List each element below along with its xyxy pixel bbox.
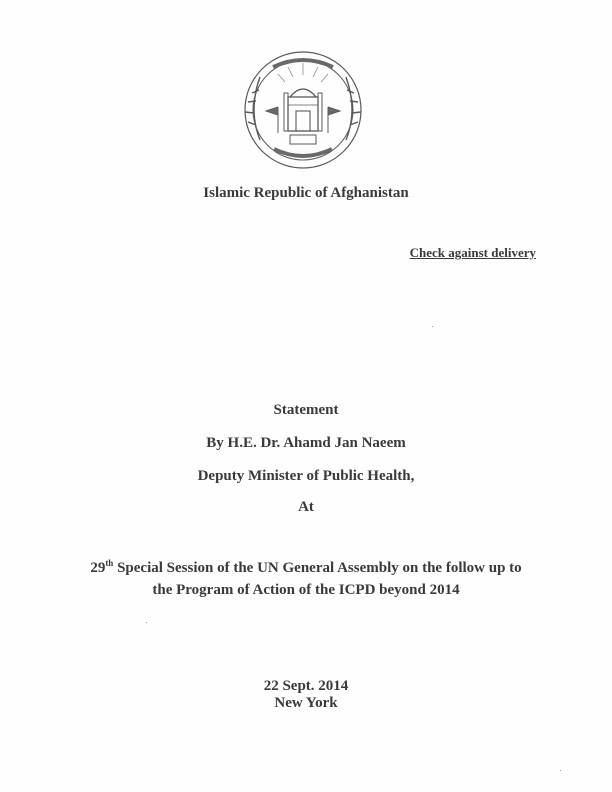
speaker-position: Deputy Minister of Public Health, <box>197 468 415 484</box>
statement-city: New York <box>274 695 338 711</box>
session-ordinal: 29 <box>90 560 106 576</box>
document-title: Statement <box>273 402 339 418</box>
scan-speck <box>146 622 147 623</box>
scan-speck <box>432 326 433 327</box>
at-label: At <box>298 499 314 515</box>
scan-speck <box>560 770 561 771</box>
speaker-name: By H.E. Dr. Ahamd Jan Naeem <box>206 435 406 451</box>
delivery-note: Check against delivery <box>409 245 536 260</box>
session-ordinal-suffix: th <box>105 558 114 568</box>
session-title-rest: Special Session of the UN General Assembly on the follow up to <box>113 560 522 576</box>
country-name: Islamic Republic of Afghanistan <box>203 185 409 201</box>
statement-date: 22 Sept. 2014 <box>263 678 349 694</box>
session-title-line-2: the Program of Action of the ICPD beyond 2014 <box>152 582 460 598</box>
session-title-line-1 <box>0 560 612 577</box>
state-emblem-icon <box>238 45 368 175</box>
